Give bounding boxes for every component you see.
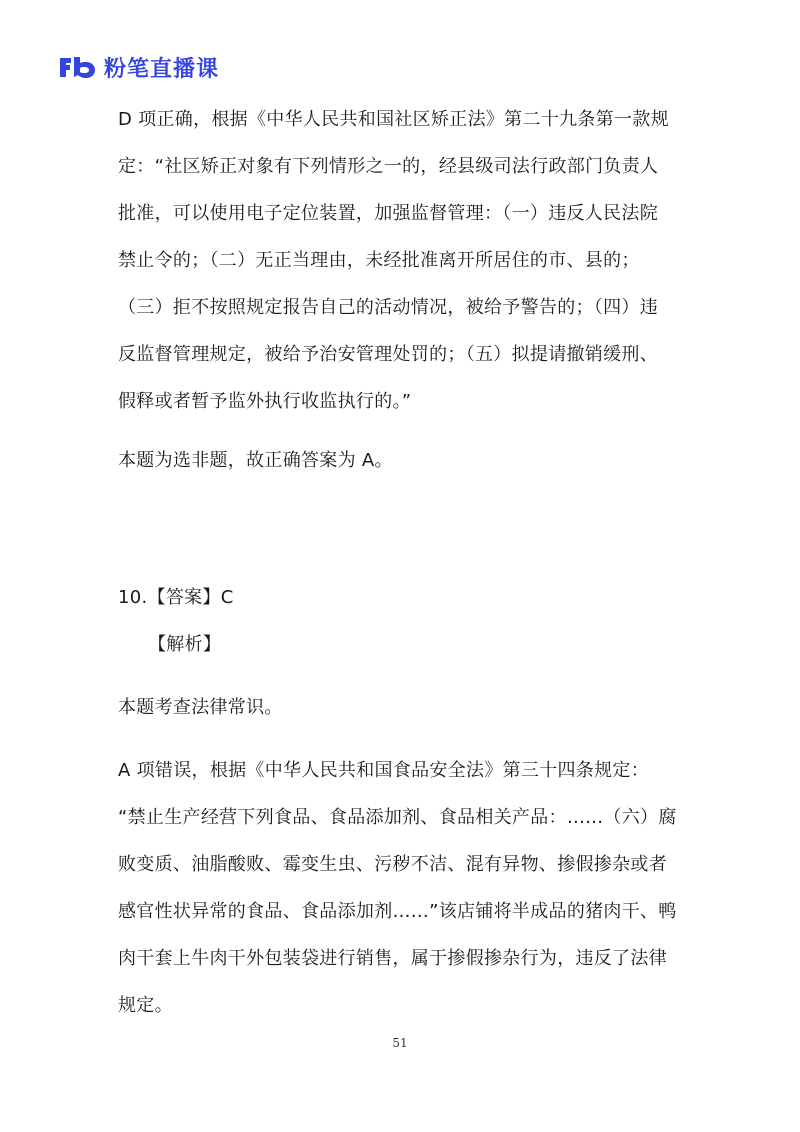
text-line: 禁止令的；（二）无正当理由，未经批准离开所居住的市、县的； bbox=[118, 250, 640, 271]
header bbox=[58, 52, 219, 82]
text-line: D 项正确，根据《中华人民共和国社区矫正法》第二十九条第一款规 bbox=[118, 109, 669, 130]
text-line: 定：“社区矫正对象有下列情形之一的，经县级司法行政部门负责人 bbox=[118, 156, 659, 177]
text-line: （三）拒不按照规定报告自己的活动情况，被给予警告的；（四）违 bbox=[118, 297, 658, 318]
text-line: 假释或者暂予监外执行收监执行的。” bbox=[118, 391, 412, 412]
text-line: A 项错误，根据《中华人民共和国食品安全法》第三十四条规定： bbox=[118, 760, 650, 781]
text-line: 批准，可以使用电子定位装置，加强监督管理：（一）违反人民法院 bbox=[118, 203, 658, 224]
analysis-label: 【解析】 bbox=[148, 634, 222, 655]
text-line: 败变质、油脂酸败、霉变生虫、污秽不洁、混有异物、掺假掺杂或者 bbox=[118, 854, 667, 875]
document-body bbox=[118, 96, 678, 1029]
explanation-block-a bbox=[118, 747, 678, 1029]
conclusion-text: 本题为选非题，故正确答案为 A。 bbox=[118, 450, 393, 471]
text-line: 规定。 bbox=[118, 995, 173, 1016]
text-line: 感官性状异常的食品、食品添加剂……”该店铺将半成品的猪肉干、鸭 bbox=[118, 901, 677, 922]
explanation-block-d bbox=[118, 96, 678, 425]
text-line: “禁止生产经营下列食品、食品添加剂、食品相关产品：……（六）腐 bbox=[118, 807, 677, 828]
text-line: 肉干套上牛肉干外包装袋进行销售，属于掺假掺杂行为，违反了法律 bbox=[118, 948, 667, 969]
text-line: 反监督管理规定，被给予治安管理处罚的；（五）拟提请撤销缓刑、 bbox=[118, 344, 658, 365]
brand-title: 粉笔直播课 bbox=[104, 56, 220, 82]
answer-heading: 10.【答案】C bbox=[118, 587, 234, 608]
fenbi-logo-icon bbox=[58, 55, 98, 79]
topic-text: 本题考查法律常识。 bbox=[118, 697, 283, 718]
page-number: 51 bbox=[392, 1036, 408, 1050]
